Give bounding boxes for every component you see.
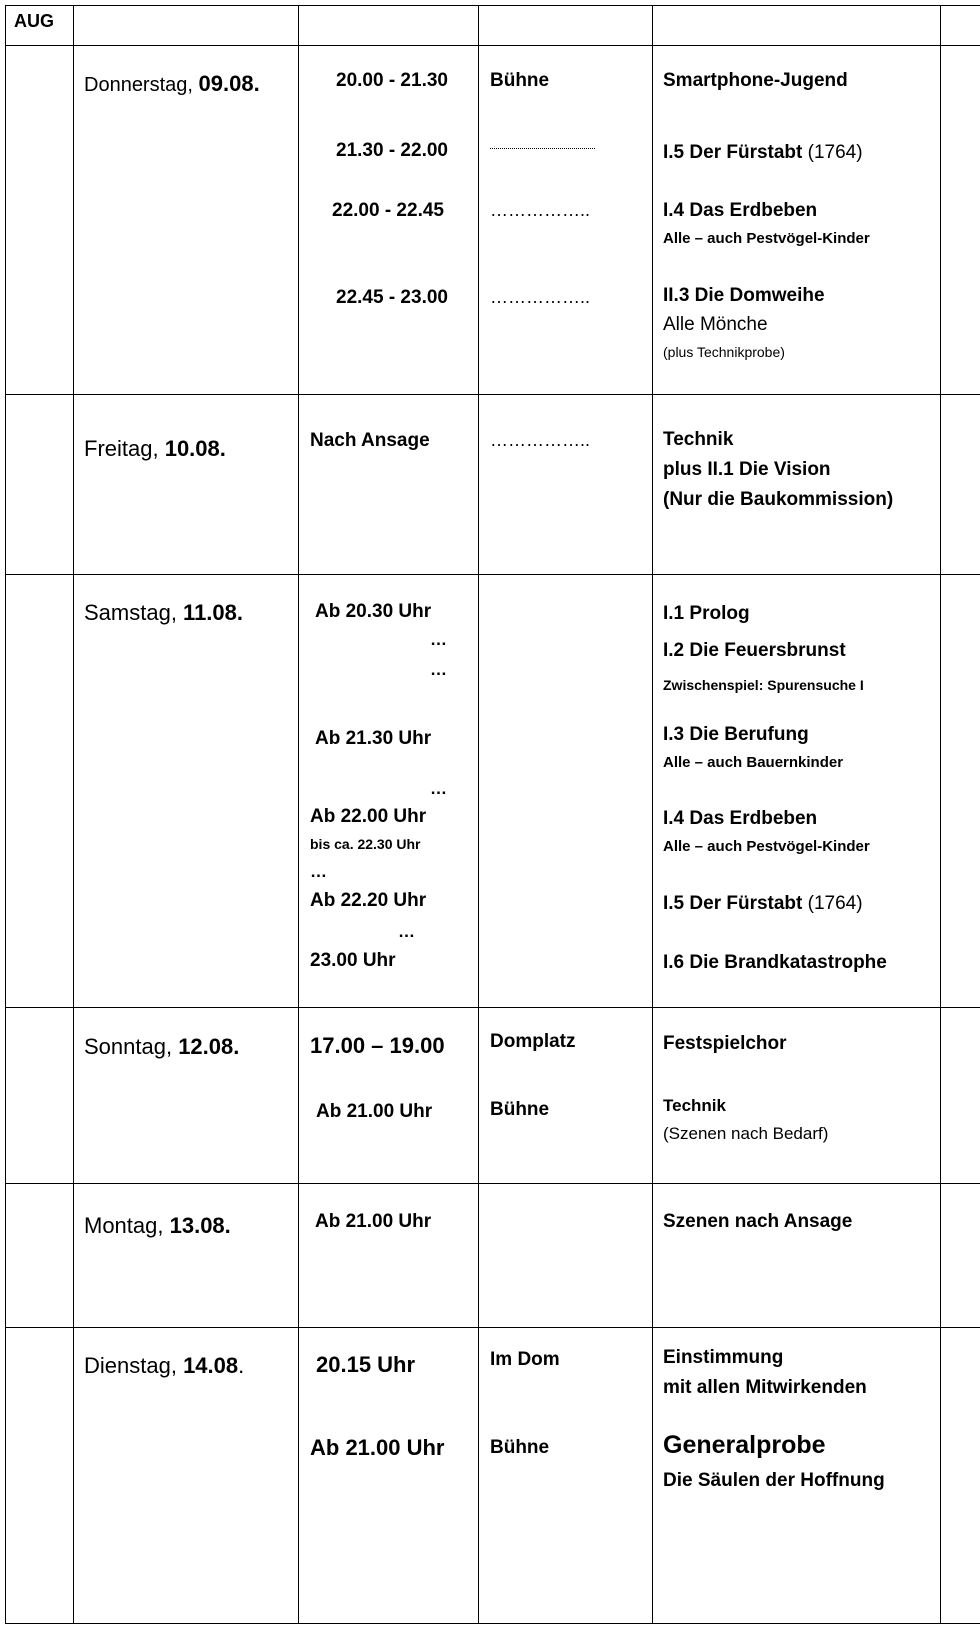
grid-line (5, 574, 980, 575)
place-cell: Bühne (490, 1099, 550, 1120)
grid-line (298, 5, 299, 1624)
grid-line (5, 1183, 980, 1184)
title-cell: Generalprobe (663, 1431, 826, 1459)
title-text: I.5 Der Fürstabt (663, 893, 803, 914)
day-date: 14.08 (183, 1353, 239, 1378)
grid-line (5, 394, 980, 395)
grid-line (940, 5, 941, 1624)
ellipsis: … (430, 630, 447, 649)
day-label (84, 1034, 239, 1059)
note-cell: Alle – auch Pestvögel-Kinder (663, 838, 870, 855)
day-label (84, 600, 243, 625)
grid-line (73, 5, 74, 1624)
day-date: 12.08. (178, 1034, 240, 1059)
time-cell: Ab 21.00 Uhr (316, 1101, 433, 1122)
title-line: Einstimmung (663, 1347, 784, 1368)
title-cell: I.4 Das Erdbeben (663, 200, 818, 221)
day-suffix: . (238, 1353, 245, 1378)
title-cell: Festspielchor (663, 1033, 787, 1054)
place-cell: Bühne (490, 1437, 550, 1458)
place-cell: Bühne (490, 70, 550, 91)
ellipsis: … (430, 779, 447, 798)
grid-line (5, 45, 980, 46)
time-cell: Nach Ansage (310, 430, 430, 451)
note-cell: Alle – auch Pestvögel-Kinder (663, 230, 870, 247)
day-label (84, 1213, 231, 1238)
time-cell: 21.30 - 22.00 (336, 140, 448, 161)
time-cell: Ab 20.30 Uhr (315, 601, 432, 622)
day-label (84, 71, 260, 97)
title-cell: I.3 Die Berufung (663, 724, 809, 745)
time-cell: 23.00 Uhr (310, 950, 396, 971)
time-cell: Ab 22.20 Uhr (310, 890, 427, 911)
time-cell: 20.00 - 21.30 (336, 70, 448, 91)
grid-line (652, 5, 653, 1624)
day-name: Freitag, (84, 436, 165, 461)
day-date: 11.08. (183, 600, 243, 625)
place-cell: Domplatz (490, 1031, 576, 1052)
day-date: 09.08. (198, 71, 260, 96)
note-cell: (plus Technikprobe) (663, 344, 785, 360)
title-text: I.5 Der Fürstabt (663, 142, 803, 163)
title-year: (1764) (807, 893, 863, 914)
grid-line (5, 1327, 980, 1328)
title-cell: Szenen nach Ansage (663, 1211, 853, 1232)
place-placeholder (490, 148, 595, 149)
title-line: Technik (663, 429, 734, 450)
day-name: Sonntag, (84, 1034, 179, 1059)
grid-line (5, 5, 6, 1624)
title-cell (663, 142, 863, 164)
time-cell: Ab 21.00 Uhr (315, 1211, 432, 1232)
title-line: mit allen Mitwirkenden (663, 1377, 867, 1398)
title-cell: Smartphone-Jugend (663, 70, 848, 91)
grid-line (5, 5, 980, 6)
time-cell: Ab 21.30 Uhr (315, 728, 432, 749)
title-cell (663, 893, 863, 915)
title-cell: Technik (663, 1096, 726, 1115)
title-cell: II.3 Die Domweihe (663, 285, 825, 306)
day-name: Samstag, (84, 600, 184, 625)
grid-line (5, 1623, 980, 1624)
ellipsis: … (398, 922, 415, 941)
month-header: AUG (14, 11, 54, 31)
ellipsis: … (310, 862, 327, 881)
time-note: bis ca. 22.30 Uhr (310, 836, 421, 852)
place-cell: …………….. (490, 200, 591, 220)
day-name: Donnerstag, (84, 74, 199, 96)
day-date: 13.08. (169, 1213, 231, 1238)
day-name: Montag, (84, 1213, 170, 1238)
sub-cell: Die Säulen der Hoffnung (663, 1470, 885, 1491)
sub-cell: (Szenen nach Bedarf) (663, 1124, 829, 1143)
title-year: (1764) (807, 142, 863, 163)
place-cell: …………….. (490, 287, 591, 307)
time-cell: Ab 22.00 Uhr (310, 806, 427, 827)
place-cell: Im Dom (490, 1349, 560, 1370)
time-cell: Ab 21.00 Uhr (310, 1435, 445, 1460)
place-cell: …………….. (490, 430, 591, 450)
title-line: plus II.1 Die Vision (663, 459, 831, 480)
title-line: (Nur die Baukommission) (663, 489, 894, 510)
note-cell: Zwischenspiel: Spurensuche I (663, 677, 864, 693)
title-cell: I.6 Die Brandkatastrophe (663, 952, 887, 973)
day-name: Dienstag, (84, 1353, 184, 1378)
note-cell: Alle – auch Bauernkinder (663, 754, 844, 771)
grid-line (5, 1007, 980, 1008)
time-cell: 20.15 Uhr (316, 1352, 416, 1377)
day-label (84, 1353, 244, 1378)
grid-line (478, 5, 479, 1624)
title-cell: I.1 Prolog (663, 603, 750, 624)
title-cell: I.4 Das Erdbeben (663, 808, 818, 829)
sub-cell: Alle Mönche (663, 314, 768, 335)
time-cell: 17.00 – 19.00 (310, 1033, 445, 1058)
ellipsis: … (430, 660, 447, 679)
title-cell: I.2 Die Feuersbrunst (663, 640, 846, 661)
day-date: 10.08. (164, 436, 226, 461)
time-cell: 22.00 - 22.45 (332, 200, 444, 221)
day-label (84, 436, 226, 461)
time-cell: 22.45 - 23.00 (336, 287, 448, 308)
